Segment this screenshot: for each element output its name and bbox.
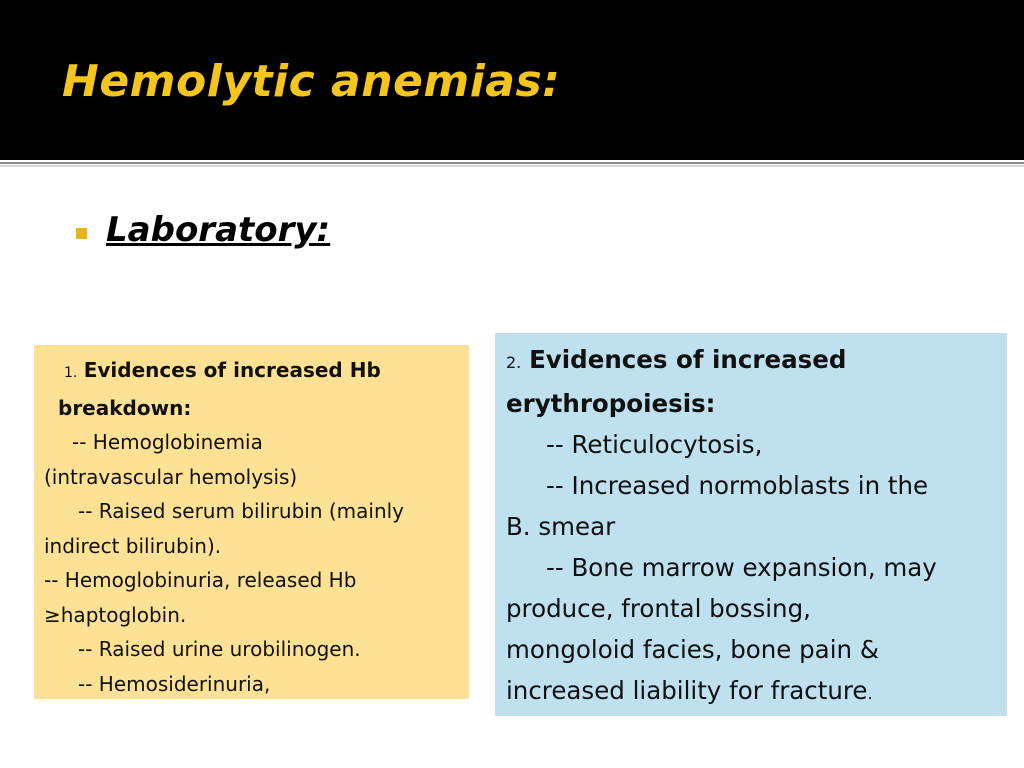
list-item: -- Hemosiderinuria, bbox=[78, 671, 271, 696]
square-bullet-icon bbox=[76, 228, 87, 239]
list-item: -- Hemoglobinemia bbox=[72, 430, 263, 454]
heading-text: Evidences of increased bbox=[529, 345, 847, 374]
list-item: mongoloid facies, bone pain & bbox=[506, 635, 879, 664]
divider-dark bbox=[0, 162, 1024, 164]
list-item: ≥haptoglobin. bbox=[44, 602, 187, 627]
list-item: indirect bilirubin). bbox=[44, 533, 222, 558]
heading-text: Evidences of increased Hb bbox=[83, 358, 381, 382]
list-item: (intravascular hemolysis) bbox=[44, 464, 298, 489]
divider-light bbox=[0, 165, 1024, 167]
erythropoiesis-heading bbox=[506, 339, 1001, 383]
breakdown-evidence-box bbox=[34, 345, 469, 699]
list-item: -- Increased normoblasts in the bbox=[546, 471, 929, 500]
final-period: . bbox=[867, 684, 873, 703]
list-item: -- Reticulocytosis, bbox=[546, 430, 763, 459]
list-item: B. smear bbox=[506, 512, 616, 541]
list-item: -- Raised urine urobilinogen. bbox=[78, 637, 361, 661]
list-item-text: increased liability for fracture bbox=[506, 676, 868, 705]
item-number: 2. bbox=[506, 353, 522, 372]
list-item-last bbox=[506, 670, 1001, 714]
slide-title: Hemolytic anemias: bbox=[62, 56, 561, 107]
heading-continuation: erythropoiesis: bbox=[506, 389, 716, 418]
section-heading: Laboratory: bbox=[106, 210, 331, 250]
title-bar bbox=[0, 0, 1024, 160]
breakdown-heading bbox=[44, 353, 465, 391]
erythropoiesis-evidence-box bbox=[495, 333, 1007, 716]
item-number: 1. bbox=[64, 365, 78, 381]
list-item: -- Hemoglobinuria, released Hb bbox=[44, 568, 357, 592]
list-item: -- Raised serum bilirubin (mainly bbox=[78, 499, 405, 523]
heading-continuation: breakdown: bbox=[58, 395, 192, 420]
list-item: -- Bone marrow expansion, may bbox=[546, 553, 937, 582]
list-item: produce, frontal bossing, bbox=[506, 594, 811, 623]
